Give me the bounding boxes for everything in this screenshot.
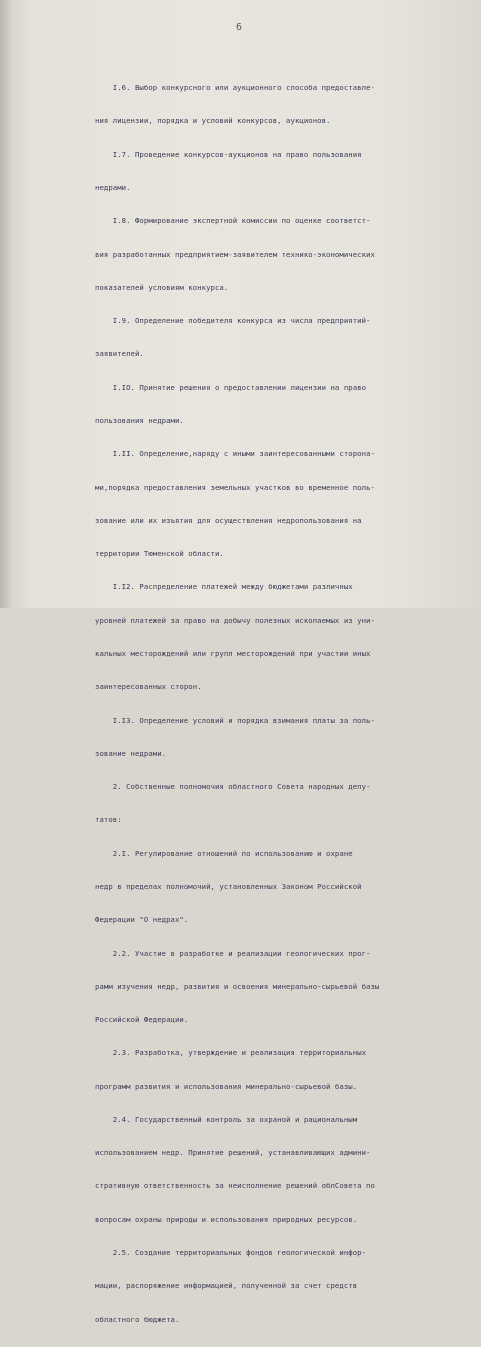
- text-line: татов:: [95, 815, 122, 825]
- page-fold-shadow: [0, 0, 10, 608]
- text-line: заинтересованных сторон.: [95, 682, 202, 692]
- text-line: пользования недрами.: [95, 416, 184, 425]
- text-line: мации, распоряжение информацией, полученной за счет средств: [95, 1281, 358, 1291]
- text-line: ния лицензии, порядка и условий конкурсов, аукционов.: [95, 116, 331, 126]
- text-line: 2. Собственные полномочия областного Совета народных депу-: [95, 782, 371, 792]
- text-line: I.7. Проведение конкурсов-аукционов на право пользования: [95, 149, 362, 159]
- text-line: заявителей.: [95, 349, 144, 359]
- text-line: уровней платежей за право на добычу полезных ископаемых из уни-: [95, 615, 375, 625]
- text-line: использованием недр. Принятие решений, устанавливающих админи-: [95, 1148, 371, 1158]
- document-body: [95, 60, 425, 1347]
- text-line: ми,порядка предоставления земельных участков во временное поль-: [95, 482, 375, 492]
- text-line: I.I2. Распределение платежей между бюджетами различных: [95, 582, 353, 592]
- text-line: 2.2. Участие в разработке и реализации геологических прог-: [95, 948, 371, 958]
- text-line: I.IO. Принятие решения о предоставлении лицензии на право: [95, 382, 367, 392]
- text-line: показателей условиям конкурса.: [95, 282, 229, 292]
- text-line: I.9. Определение победителя конкурса из числа предприятий-: [95, 316, 371, 326]
- text-line: 2.5. Создание территориальных фондов геологической инфор-: [95, 1248, 367, 1258]
- text-line: стративную ответственность за неисполнение решений облСовета по: [95, 1181, 375, 1191]
- text-line: зование недрами.: [95, 748, 167, 758]
- text-line: 2.3. Разработка, утверждение и реализация территориальных: [95, 1048, 367, 1058]
- text-line: Российской Федерации.: [95, 1015, 189, 1025]
- text-line: I.I3. Определение условий и порядка взимания платы за поль-: [95, 715, 375, 725]
- text-line: программ развития и использования минерально-сырьевой базы.: [95, 1081, 358, 1091]
- text-line: территории Тюменской области.: [95, 549, 224, 559]
- text-line: Федерации "О недрах".: [95, 915, 189, 925]
- text-line: областного бюджета.: [95, 1314, 180, 1324]
- text-line: рамм изучения недр, развития и освоения минерально-сырьевой базы: [95, 981, 380, 991]
- text-line: вия разработанных предприятием-заявителем технико-экономических: [95, 249, 375, 259]
- text-line: недр в пределах полномочий, установленных Законом Российской: [95, 881, 362, 891]
- text-line: кальных месторождений или групп месторождений при участии иных: [95, 648, 371, 658]
- text-line: зование или их изъятия для осуществления недропользования на: [95, 515, 362, 525]
- text-line: 2.4. Государственный контроль за охраной и рациональным: [95, 1114, 358, 1124]
- page-number: 6: [236, 22, 243, 33]
- text-line: недрами.: [95, 183, 131, 193]
- text-line: вопросам охраны природы и использования природных ресурсов.: [95, 1214, 358, 1224]
- text-line: I.8. Формирование экспертной комиссии по оценке соответст-: [95, 216, 371, 226]
- text-line: 2.I. Регулирование отношений по использованию и охране: [95, 848, 353, 858]
- text-line: I.6. Выбор конкурсного или аукционного способа предоставле-: [95, 83, 375, 93]
- text-line: I.II. Определение,наряду с иными заинтересованными сторона-: [95, 449, 375, 459]
